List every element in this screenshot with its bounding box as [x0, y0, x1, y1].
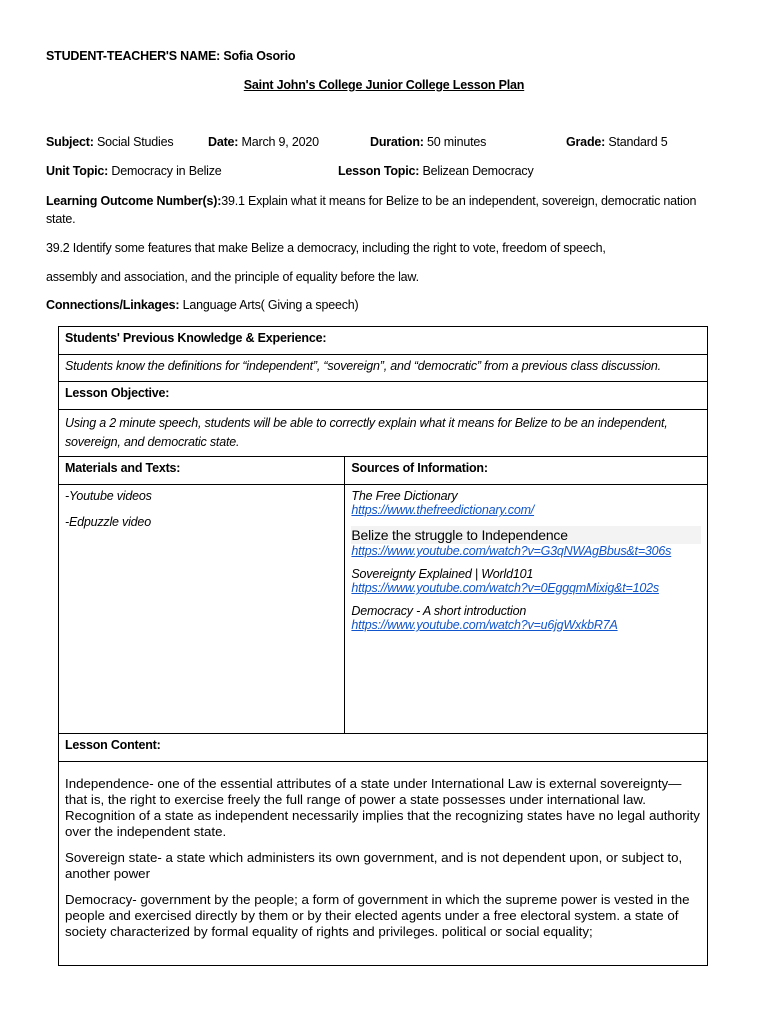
- source-item: [351, 604, 701, 632]
- source-link[interactable]: https://www.youtube.com/watch?v=0EggqmMixig&t=102s: [351, 581, 659, 595]
- content-paragraph: Independence- one of the essential attributes of a state under International Law is external sovereignty—that is, the right to exercise freely the full range of power a state possesses under international law. Recognition of a state as independent necessarily implies that the recognizing states have no legal authority over the independent state.: [65, 776, 700, 839]
- previous-knowledge-header: Students' Previous Knowledge & Experience:: [59, 327, 708, 355]
- lesson-content-body: [65, 776, 701, 962]
- material-item: -Youtube videos: [65, 489, 152, 503]
- lesson-content-header: Lesson Content:: [59, 734, 708, 762]
- source-item: [351, 567, 701, 595]
- material-item: -Edpuzzle video: [65, 515, 151, 529]
- grade-value: Standard 5: [608, 135, 668, 149]
- grade-label: Grade:: [566, 135, 606, 149]
- content-paragraph: Sovereign state- a state which administers its own government, and is not dependent upon, or subject to, another power: [65, 850, 683, 881]
- duration-value: 50 minutes: [427, 135, 487, 149]
- source-title: The Free Dictionary: [351, 489, 458, 503]
- outcome-39-1-continued: state.: [46, 212, 76, 226]
- subject-field: [46, 135, 173, 149]
- connections-label: Connections/Linkages:: [46, 298, 180, 312]
- outcome-39-2-continued: assembly and association, and the principle of equality before the law.: [46, 270, 419, 284]
- source-link[interactable]: https://www.youtube.com/watch?v=u6jgWxkbR7A: [351, 618, 618, 632]
- subject-label: Subject:: [46, 135, 94, 149]
- date-label: Date:: [208, 135, 239, 149]
- sources-cell: [345, 485, 708, 734]
- outcome-39-1: 39.1 Explain what it means for Belize to be an independent, sovereign, democratic nation: [221, 194, 697, 208]
- content-paragraph: Democracy- government by the people; a form of government in which the supreme power is vested in the people and exercised directly by them or by their elected agents under a free electoral system. a state of society characterized by formal equality of rights and privileges. political or social equality;: [65, 892, 690, 939]
- grade-field: [566, 135, 668, 149]
- duration-field: [370, 135, 486, 149]
- name-label: STUDENT-TEACHER'S NAME:: [46, 49, 221, 63]
- duration-label: Duration:: [370, 135, 424, 149]
- unit-topic-label: Unit Topic:: [46, 164, 109, 178]
- lesson-objective-header: Lesson Objective:: [59, 382, 708, 410]
- lesson-plan-table: [58, 326, 708, 966]
- materials-header: Materials and Texts:: [59, 457, 345, 485]
- source-title: Belize the struggle to Independence: [351, 526, 701, 544]
- materials-cell: [59, 485, 345, 734]
- name-value: Sofia Osorio: [223, 49, 296, 63]
- unit-topic-field: [46, 164, 222, 178]
- connections-value: Language Arts( Giving a speech): [182, 298, 359, 312]
- unit-topic-value: Democracy in Belize: [111, 164, 222, 178]
- sources-header: Sources of Information:: [345, 457, 708, 485]
- lesson-content-cell: [59, 762, 708, 966]
- previous-knowledge-text: Students know the definitions for “independent”, “sovereign”, and “democratic” from a previous class discussion.: [59, 355, 708, 382]
- source-item: [351, 526, 701, 558]
- lesson-topic-value: Belizean Democracy: [422, 164, 534, 178]
- source-link[interactable]: https://www.thefreedictionary.com/: [351, 503, 535, 517]
- source-item: [351, 489, 701, 517]
- connections-field: [46, 298, 358, 312]
- source-link[interactable]: https://www.youtube.com/watch?v=G3qNWAgBbus&t=306s: [351, 544, 672, 558]
- lesson-topic-field: [338, 164, 534, 178]
- source-title: Sovereignty Explained | World101: [351, 567, 534, 581]
- learning-outcome-label: Learning Outcome Number(s):: [46, 194, 222, 208]
- learning-outcome-1: [46, 194, 696, 208]
- lesson-topic-label: Lesson Topic:: [338, 164, 420, 178]
- page-title: Saint John's College Junior College Lesson Plan: [243, 78, 525, 92]
- subject-value: Social Studies: [97, 135, 174, 149]
- date-field: [208, 135, 319, 149]
- date-value: March 9, 2020: [241, 135, 319, 149]
- lesson-objective-text: Using a 2 minute speech, students will be able to correctly explain what it means for Belize to be an independent, sovereign, and democratic state.: [59, 410, 708, 457]
- student-teacher-name: [46, 49, 295, 63]
- source-title: Democracy - A short introduction: [351, 604, 527, 618]
- outcome-39-2: 39.2 Identify some features that make Belize a democracy, including the right to vote, freedom of speech,: [46, 241, 606, 255]
